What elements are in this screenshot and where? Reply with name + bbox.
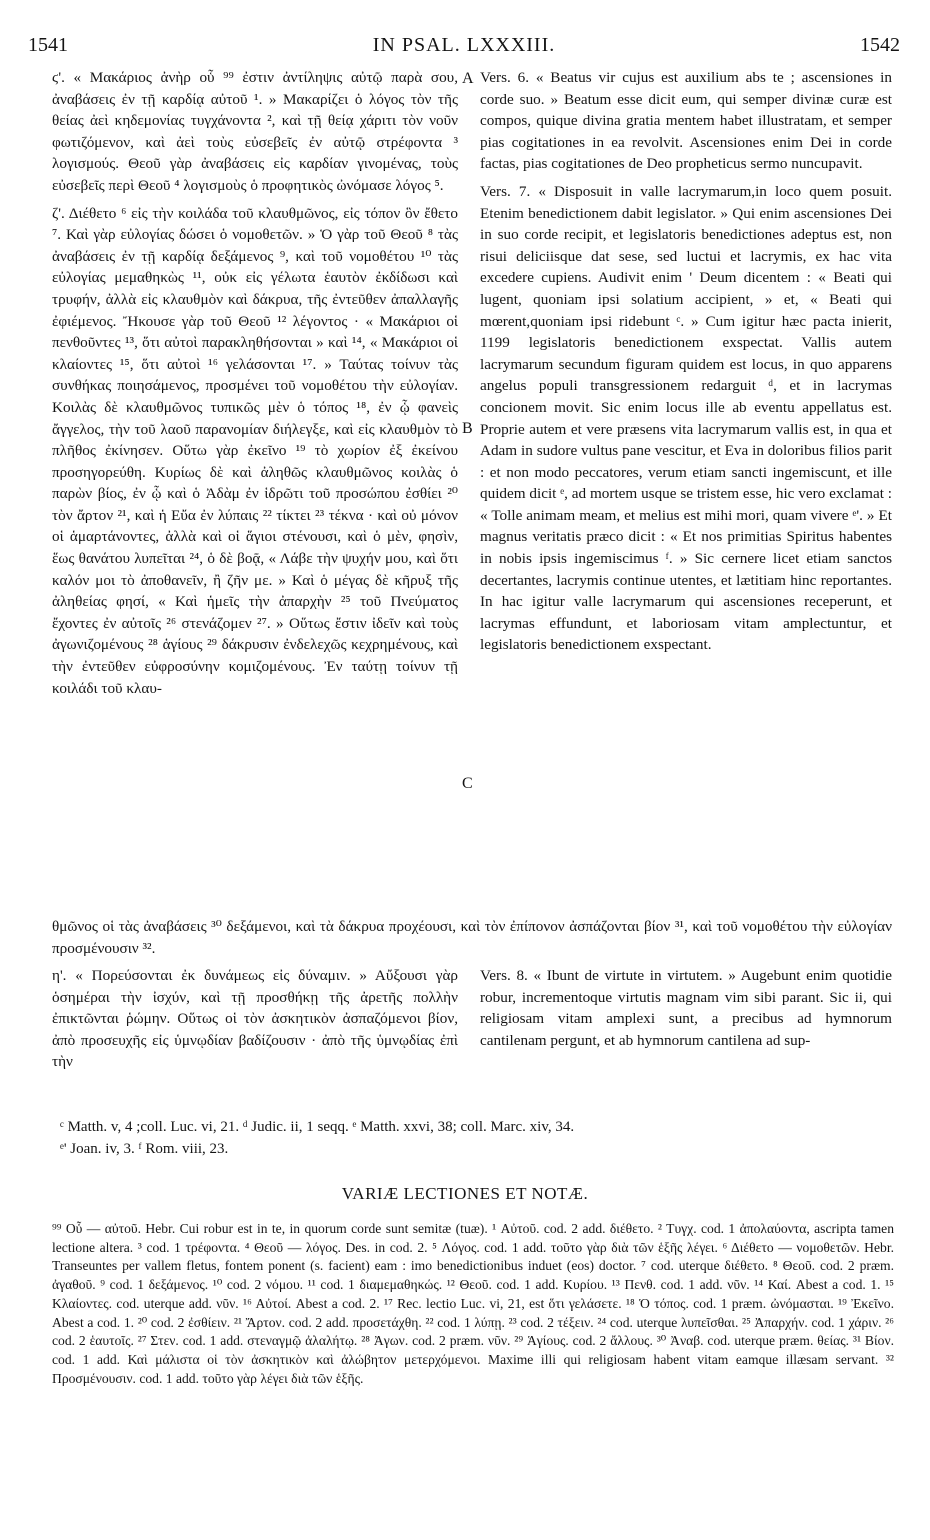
greek-verse-6: ϛ'. « Μακάριος ἀνὴρ οὗ ⁹⁹ ἐστιν ἀντίληψις αὐτῷ παρὰ σου, ἀναβάσεις ἐν τῇ καρδίᾳ αὐτοῦ ¹. » Μακαρίζει ὁ λόγος τὸν τῆς θείας ἀεὶ κηδεμονίας τυγχάνοντα ², καὶ τῇ θείᾳ χάριτι τὸν νοῦν φωτιζόμενον, καὶ ἀεὶ τοὺς εὐσεβεῖς ἐν αὐτῷ στρέφοντα ³ λογισμούς. Θεοῦ γὰρ ἀναβάσεις εἰς καρδίαν γινομένας, τοὺς εὐσεβεῖς περὶ Θεοῦ ⁴ λογισμοὺς ὁ προφητικὸς ὠνόμασε λόγος ⁵. (52, 69, 458, 194)
spanning-greek-text: θμῶνος οἱ τὰς ἀναβάσεις ³⁰ δεξάμενοι, καὶ τὰ δάκρυα προχέουσι, καὶ τὸν ἐπίπονον ἀσπάζονται βίον ³¹, καὶ τοῦ νομοθέτου τὴν εὐλογίαν προσμένουσιν ³². (52, 918, 892, 957)
latin-verse-6: Vers. 6. « Beatus vir cujus est auxilium abs te ; ascensiones in corde suo. » Beatum esse dicit eum, qui semper divinæ curæ est compos, quique divina gratia mentem habet illustratam, et semper pias cogitationes in ea revolvit. Ascensiones enim Dei in corde factas, pias cogitationes de Deo propheticus sermo nuncupavit. (480, 69, 892, 173)
latin-column (480, 67, 892, 915)
greek-verse-7: ζ'. Διέθετο ⁶ εἰς τὴν κοιλάδα τοῦ κλαυθμῶνος, εἰς τόπον ὃν ἔθετο ⁷. Καὶ γὰρ εὐλογίας δώσει ὁ νομοθετῶν. » Ὁ γὰρ τοῦ Θεοῦ ⁸ τὰς ἀναβάσεις ἐν τῇ καρδίᾳ δεξάμενος ⁹, καὶ τοῦ νομοθέτου ¹⁰ τὰς εὐλογίας μεμαθηκὼς ¹¹, οὐκ εἰς γέλωτα ἑαυτὸν ἐκδίδωσι καὶ τρυφήν, ἀλλὰ εἰς κλαυθμὸν καὶ δάκρυα, τῆς ἐντεῦθεν ἀπαλλαγῆς ἐφιέμενος. Ἤκουσε γὰρ τοῦ Θεοῦ ¹² λέγοντος · « Μακάριοι οἱ πενθοῦντες ¹³, ὅτι αὐτοὶ παρακληθήσονται » καὶ ¹⁴, « Μακάριοι οἱ κλαίοντες ¹⁵, ὅτι αὐτοὶ ¹⁶ γελάσονται ¹⁷. » Ταύτας τοίνυν τὰς συνθήκας ποιησάμενος, προσμένει τοῦ νομοθέτου τὴν εὐλογίαν. Κοιλὰς δὲ κλαυθμῶνος τυπικῶς μὲν ὁ τόπος ¹⁸, ἐν ᾧ φανεὶς ἄγγελος, τὴν τοῦ λαοῦ παρανομίαν διήλεγξε, καὶ εἰς κλαυθμὸν τὸ πλῆθος ἐκίνησεν. Οὕτω γὰρ ἐκεῖνο ¹⁹ τὸ χωρίον ἐξ ἐκείνου προσηγορεύθη. Κυρίως δὲ καὶ ἀληθῶς κλαυθμῶνος κοιλὰς ὁ παρὼν βίος, ἐν ᾧ καὶ ὁ Ἀδὰμ ἐν ἱδρῶτι τοῦ προσώπου ἐσθίει ²⁰ τὸν ἄρτον ²¹, καὶ ἡ Εὔα ἐν λύπαις ²² τίκτει ²³ τέκνα · καὶ οὐ μόνον οἱ ἁμαρτάνοντες, ἀλλὰ καὶ οἱ ἅγιοι στένουσι, καὶ ὁ μὲν, φησὶν, ἕως θανάτου λυπεῖται ²⁴, ὁ δὲ βοᾷ, « Λάβε τὴν ψυχήν μου, καὶ ὅτι καλόν μοι τὸ ἀποθανεῖν, ἢ ζῆν με. » Καὶ ὁ μέγας δὲ κῆρυξ τῆς ἀληθείας φησί, « Καὶ ἡμεῖς τὴν ἀπαρχὴν ²⁵ τοῦ Πνεύματος ἔχοντες ἐν αὐτοῖς ²⁶ στενάζομεν ²⁷. » Οὕτως ἔστιν ἰδεῖν καὶ τοὺς ἀγωνιζομένους ²⁸ ἁγίους ²⁹ δάκρυσιν ἐνδελεχῶς κεχρημένους, καὶ τὴν ἐντεῦθεν εὐφροσύνην κομιζομένους. Ἐν ταύτῃ τοίνυν τῇ κοιλάδι τοῦ κλαυ- (52, 204, 458, 697)
scripture-references (60, 1116, 890, 1160)
variant-readings-notes: ⁹⁹ Οὗ — αὐτοῦ. Hebr. Cui robur est in te, in quorum corde sunt semitæ (tuæ). ¹ Αὐτοῦ. cod. 2 add. διέθετο. ² Τυγχ. cod. 1 ἀπολαύοντα, ascripta tamen lectione altera. ³ cod. 1 τρέφοντα. ⁴ Θεοῦ — λόγος. Des. in cod. 2. ⁵ Λόγος. cod. 1 add. τοῦτο γὰρ διὰ τῶν ἑξῆς λέγει. ⁶ Διέθετο — νομοθετῶν. Hebr. Transeuntes per vallem fletus, fontem ponent (s. facient) eam : imo benedictionibus induet (eos) doctor. ⁷ cod. uterque διέθετο. ⁸ Θεοῦ. cod. 2 præm. ἀγαθοῦ. ⁹ cod. 1 δεξάμενος. ¹⁰ cod. 2 νόμου. ¹¹ cod. 1 διαμεμαθηκώς. ¹² Θεοῦ. cod. 1 add. Κυρίου. ¹³ Πενθ. cod. 1 add. νῦν. ¹⁴ Καί. Abest a cod. 1. ¹⁵ Κλαίοντες. cod. uterque add. νῦν. ¹⁶ Αὐτοί. Abest a cod. 2. ¹⁷ Rec. lectio Luc. vi, 21, est ὅτι γελάσετε. ¹⁸ Ὁ τόπος. cod. 1 præm. ὠνόμασται. ¹⁹ Ἐκεῖνο. Abest a cod. 1. ²⁰ cod. 2 ἐσθίειν. ²¹ Ἄρτον. cod. 2 add. προσετάχθη. ²² cod. 1 λύπῃ. ²³ cod. 2 τέξειν. ²⁴ cod. uterque λυπεῖσθαι. ²⁵ Ἀπαρχήν. cod. 1 χάριν. ²⁶ cod. 2 ἑαυτοῖς. ²⁷ Στεν. cod. 1 add. στεναγμῷ ἀλαλήτῳ. ²⁸ Ἀγων. cod. 2 præm. νῦν. ²⁹ Ἁγίους. cod. 2 ἄλλους. ³⁰ Ἀναβ. cod. uterque præm. θείας. ³¹ Βίον. cod. 1 add. Καὶ μάλιστα οἱ τὸν ἀσκητικὸν καὶ ἀλώβητον μετερχόμενοι. Maxime illi qui religiosam habent vitam eamque illæsam servant. ³² Προσμένουσιν. cod. 1 add. τοῦτο γὰρ λέγει διὰ τῶν ἑξῆς. (52, 1221, 894, 1386)
reference-line-2: ᵉ' Joan. iv, 3. ᶠ Rom. viii, 23. (60, 1141, 229, 1157)
variae-lectiones-heading: VARIÆ LECTIONES ET NOTÆ. (341, 1184, 589, 1203)
latin-verse-8: Vers. 8. « Ibunt de virtute in virtutem. » Augebunt enim quotidie robur, incrementoque virtutis magnam vim sibi parant. Sic ii, qui religiosam vitam amplexi sunt, a precibus ad hymnorum cantilenam pergunt, et ab hymnorum cantilena ad sup- (480, 967, 892, 1049)
greek-column (52, 67, 458, 915)
spanning-greek-line (52, 916, 892, 960)
margin-letter-a: A (462, 70, 474, 87)
page-number-right: 1542 (860, 34, 900, 56)
greek-verse-8-column (52, 965, 458, 1069)
page-header (28, 34, 900, 64)
reference-line-1: ᶜ Matth. v, 4 ;coll. Luc. vi, 21. ᵈ Judic. ii, 1 seqq. ᵉ Matth. xxvi, 38; coll. Marc. xiv, 34. (60, 1119, 575, 1135)
margin-letter-b: B (462, 420, 473, 437)
running-title: IN PSAL. LXXXIII. (372, 34, 556, 56)
greek-verse-8: η'. « Πορεύσονται ἐκ δυνάμεως εἰς δύναμιν. » Αὔξουσι γὰρ ὁσημέραι τὴν ἰσχύν, καὶ τῇ προσθήκῃ τῆς ἀρετῆς πολλὴν ἐπικτῶνται ῥώμην. Οὕτως οἱ τὸν ἀσκητικὸν ἀσπαζόμενοι βίον, ἀπὸ προσευχῆς εἰς ὑμνῳδίαν βαδίζουσιν · ἀπὸ τῆς ὑμνῳδίας ἐπὶ τὴν (52, 967, 458, 1069)
margin-letter-c: C (462, 775, 473, 792)
latin-verse-8-column (480, 965, 892, 1069)
page-number-left: 1541 (28, 34, 68, 56)
latin-verse-7: Vers. 7. « Disposuit in valle lacrymarum,in loco quem posuit. Etenim benedictionem dabit legislator. » Qui enim ascensiones Dei in suo corde recipit, et legislatoris benedictiones adeptus est, non risui deliciisque dat sese, sed luctui et lacrymis, ex hac vita excedere cupiens. Audivit enim ' Deum dicentem : « Beati qui lugent, quoniam ipsi solatium accipient, » et, « Beati qui mœrent,quoniam ipsi ridebunt ᶜ. » Cum igitur hæc pacta inierit, 1199 legislatoris benedictionem exspectat. Vallis autem lacrymarum secundum figuram quidem est locus, in quo apparens angelus populi transgressionem redarguit ᵈ, et in lacrymas concionem movit. Sic enim locus ille ab eventu appellatus est. Proprie autem et vere præsens vita lacrymarum vallis est, in qua et Adam in sudore vultus pane vescitur, et Eva in doloribus filios parit : et non modo peccatores, verum etiam sancti ingemiscunt, et ille quidem dicit ᵉ, ad mortem usque se tristem esse, hic vero exclamat : « Tolle animam meam, et melius est mihi mori, quam vivere ᵉ'. » Et magnus veritatis præco dicit : « Et nos primitias Spiritus habentes in nobis ipsis ingemiscimus ᶠ. » Sic cernere licet etiam sanctos decertantes, lacrymis continue utentes, et lætitiam hinc reportantes. In hac igitur valle lacrymarum qui ascensiones receperunt, et lacrymas effundunt, et laboriosam vitam amplectuntur, et legislatoris benedictionem exspectant. (480, 182, 892, 654)
